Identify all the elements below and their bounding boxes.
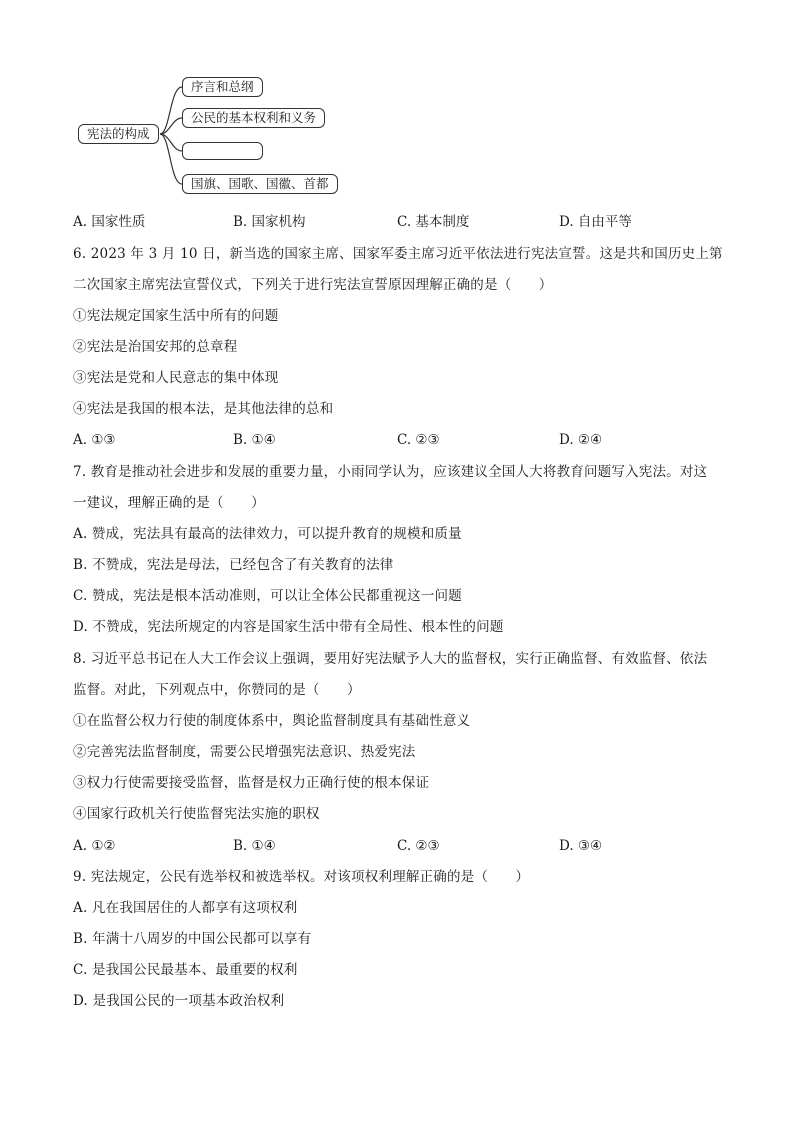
diagram-branch-rights: 公民的基本权利和义务 bbox=[182, 108, 325, 128]
q8-options bbox=[73, 837, 733, 855]
diagram-branch-blank bbox=[182, 142, 263, 160]
q7-option-c[interactable]: C. 赞成，宪法是根本活动准则，可以让全体公民都重视这一问题 bbox=[73, 588, 462, 604]
q8-option-d[interactable]: D. ③④ bbox=[559, 838, 603, 854]
q9-option-a[interactable]: A. 凡在我国居住的人都享有这项权利 bbox=[73, 900, 298, 916]
q6-option-b[interactable]: B. ①④ bbox=[233, 432, 276, 448]
q6-statement-4: ④宪法是我国的根本法，是其他法律的总和 bbox=[73, 401, 334, 417]
q6-option-a[interactable]: A. ①③ bbox=[73, 432, 116, 448]
q6-statement-2: ②宪法是治国安邦的总章程 bbox=[73, 339, 238, 355]
q8-option-a[interactable]: A. ①② bbox=[73, 838, 116, 854]
q9-option-d[interactable]: D. 是我国公民的一项基本政治权利 bbox=[73, 993, 285, 1009]
q6-stem-line-1: 6. 2023 年 3 月 10 日，新当选的国家主席、国家军委主席习近平依法进行宪法宣誓。这是共和国历史上第 bbox=[73, 246, 723, 262]
q7-option-d[interactable]: D. 不赞成，宪法所规定的内容是国家生活中带有全局性、根本性的问题 bbox=[73, 619, 504, 635]
diagram-branch-symbols: 国旗、国歌、国徽、首都 bbox=[182, 174, 338, 194]
diagram-root: 宪法的构成 bbox=[78, 124, 159, 144]
q5-option-b[interactable]: B. 国家机构 bbox=[233, 214, 306, 230]
q7-stem-line-2: 一建议，理解正确的是（ ） bbox=[73, 495, 265, 511]
q8-option-c[interactable]: C. ②③ bbox=[397, 838, 440, 854]
q8-statement-2: ②完善宪法监督制度，需要公民增强宪法意识、热爱宪法 bbox=[73, 744, 416, 760]
q8-statement-4: ④国家行政机关行使监督宪法实施的职权 bbox=[73, 806, 320, 822]
q6-option-d[interactable]: D. ②④ bbox=[559, 432, 603, 448]
diagram-connectors bbox=[0, 0, 794, 200]
q9-option-c[interactable]: C. 是我国公民最基本、最重要的权利 bbox=[73, 962, 298, 978]
q6-statement-1: ①宪法规定国家生活中所有的问题 bbox=[73, 308, 279, 324]
q8-statement-3: ③权力行使需要接受监督，监督是权力正确行使的根本保证 bbox=[73, 775, 430, 791]
q5-options bbox=[73, 213, 733, 231]
q7-option-b[interactable]: B. 不赞成，宪法是母法，已经包含了有关教育的法律 bbox=[73, 557, 394, 573]
q6-options bbox=[73, 431, 733, 449]
q8-stem-line-2: 监督。对此，下列观点中，你赞同的是（ ） bbox=[73, 682, 361, 698]
diagram-branch-preamble: 序言和总纲 bbox=[182, 77, 263, 97]
q9-option-b[interactable]: B. 年满十八周岁的中国公民都可以享有 bbox=[73, 931, 312, 947]
q8-option-b[interactable]: B. ①④ bbox=[233, 838, 276, 854]
q6-statement-3: ③宪法是党和人民意志的集中体现 bbox=[73, 370, 279, 386]
q8-stem-line-1: 8. 习近平总书记在人大工作会议上强调，要用好宪法赋予人大的监督权，实行正确监督、有效监督、依法 bbox=[73, 651, 708, 667]
q5-option-c[interactable]: C. 基本制度 bbox=[397, 214, 470, 230]
q8-statement-1: ①在监督公权力行使的制度体系中，舆论监督制度具有基础性意义 bbox=[73, 713, 471, 729]
q5-option-d[interactable]: D. 自由平等 bbox=[559, 214, 632, 230]
q5-option-a[interactable]: A. 国家性质 bbox=[73, 214, 146, 230]
q7-option-a[interactable]: A. 赞成，宪法具有最高的法律效力，可以提升教育的规模和质量 bbox=[73, 526, 462, 542]
q7-stem-line-1: 7. 教育是推动社会进步和发展的重要力量，小雨同学认为，应该建议全国人大将教育问题写入宪法。对这 bbox=[73, 464, 708, 480]
q9-stem-line-1: 9. 宪法规定，公民有选举权和被选举权。对该项权利理解正确的是（ ） bbox=[73, 869, 530, 885]
q6-option-c[interactable]: C. ②③ bbox=[397, 432, 440, 448]
q6-stem-line-2: 二次国家主席宪法宣誓仪式，下列关于进行宪法宣誓原因理解正确的是（ ） bbox=[73, 277, 553, 293]
